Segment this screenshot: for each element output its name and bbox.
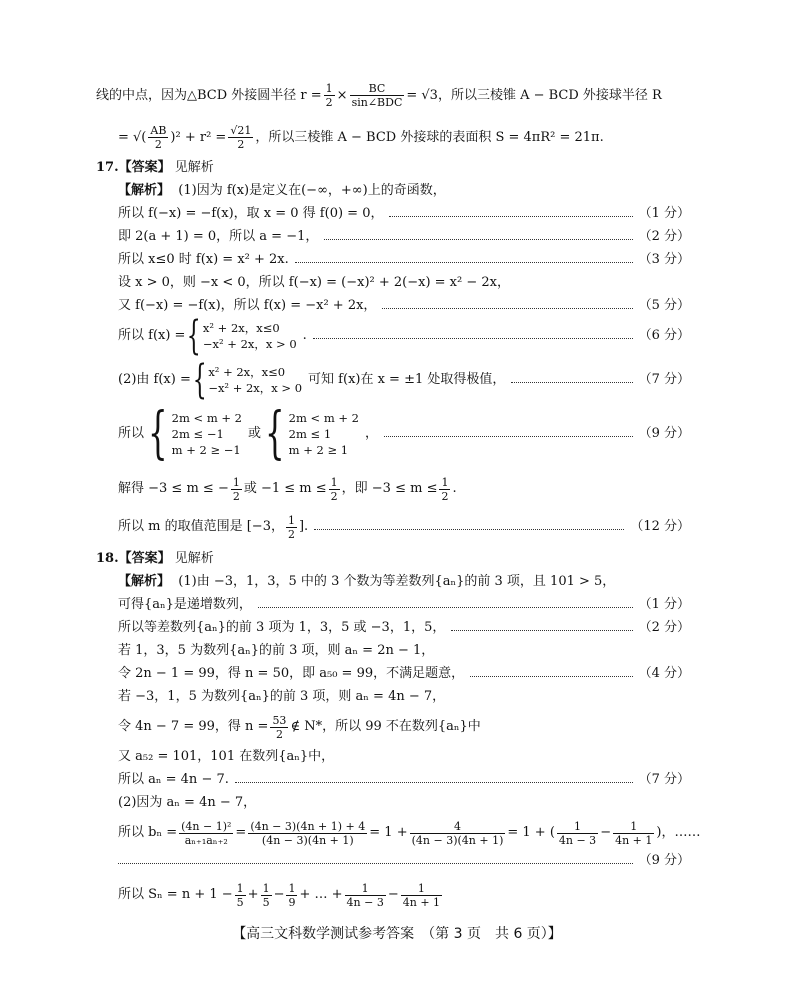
q18-line-4: 若 1，3，5 为数列{aₙ}的前 3 项，则 aₙ = 2n − 1， (118, 643, 435, 658)
q17-line-11: 所以 m 的取值范围是 [−3， $\frac{1}{2}$ ]. （12 分） (118, 513, 690, 541)
score: （2 分） (638, 229, 690, 244)
q17-line-6: 又 f(−x) = −f(x)，所以 f(x) = −x² + 2x， （5 分） (118, 298, 690, 313)
fraction: $\frac{1}{5}$ (262, 881, 270, 909)
fraction: $\frac{1}{4n - 3}$ (558, 819, 597, 847)
score: （6 分） (638, 328, 690, 343)
score: （7 分） (638, 372, 690, 387)
fraction: $\frac{1}{2}$ (441, 475, 449, 503)
score: （7 分） (638, 772, 690, 787)
fraction: $\frac{BC}{\text{sin∠BDC}}$ (351, 82, 403, 109)
score: （9 分） (638, 426, 690, 441)
page-footer: 【高三文科数学测试参考答案 （第 3 页 共 6 页）】 (232, 926, 562, 942)
q18-line-12 (118, 852, 690, 870)
fraction: $\frac{1}{2}$ (232, 475, 240, 503)
score: （1 分） (638, 206, 690, 221)
q17-line-10: 解得 −3 ≤ m ≤ − $\frac{1}{2}$ 或 −1 ≤ m ≤ $\frac{1}{2}$ ，即 −3 ≤ m ≤ $\frac{1}{2}$ . (118, 475, 457, 503)
q18-header: 18.【答案】 见解析 (96, 551, 214, 566)
fraction: $\frac{1}{2}$ (325, 82, 333, 109)
score: （1 分） (638, 597, 690, 612)
score: （12 分） (630, 519, 690, 534)
q17-line-2: 所以 f(−x) = −f(x)，取 x = 0 得 f(0) = 0， （1 分） (118, 206, 690, 221)
fraction: $\frac{\text{(4n − 1)²}}{\text{aₙ₊₁aₙ₊₂}}$ (181, 819, 232, 847)
left-brace: { (265, 401, 285, 466)
left-brace: { (187, 313, 202, 359)
q17-line-8: (2)由 f(x) = { x² + 2x，x≤0 −x² + 2x，x > 0 可知 f(x)在 x = ±1 处取得极值， （7 分） (118, 357, 690, 403)
fraction: $\frac{1}{2}$ (330, 475, 338, 503)
q18-line-10: (2)因为 aₙ = 4n − 7， (118, 795, 257, 810)
fraction: $\frac{(4n - 3)(4n + 1) + 4}{(4n - 3)(4n + 1)}$ (250, 819, 366, 847)
fraction: $\frac{53}{2}$ (272, 713, 287, 741)
q18-line-1: 【解析】 (1)由 −3，1，3，5 中的 3 个数为等差数列{aₙ}的前 3 项，且 101 > 5， (118, 574, 616, 589)
inequality-system: 2m < m + 2 2m ≤ 1 m + 2 ≥ 1 (288, 411, 359, 457)
q17-line-1: 【解析】 (1)因为 f(x)是定义在(−∞，+∞)上的奇函数， (118, 183, 446, 198)
score: （5 分） (638, 298, 690, 313)
q17-header: 17.【答案】 见解析 (96, 160, 214, 175)
q17-line-5: 设 x > 0，则 −x < 0，所以 f(−x) = (−x)² + 2(−x) = x² − 2x， (118, 275, 510, 290)
q18-line-9: 所以 aₙ = 4n − 7. （7 分） (118, 772, 690, 787)
q18-line-2: 可得{aₙ}是递增数列， （1 分） (118, 597, 690, 612)
fraction: $\frac{1}{2}$ (287, 513, 295, 541)
q18-line-13: 所以 Sₙ = n + 1 − $\frac{1}{5}$ + $\frac{1}{5}$ − $\frac{1}{9}$ + … + $\frac{1}{4n - 3}$ − $\frac{1}{4n + 1}$ (118, 881, 441, 909)
fraction: $\frac{1}{5}$ (236, 881, 244, 909)
q18-line-8: 又 a₅₂ = 101，101 在数列{aₙ}中， (118, 749, 335, 764)
cont-line-2: = √( $\frac{AB}{2}$ )² + r² = $\frac{√21}{2}$ ，所以三棱锥 A − BCD 外接球的表面积 S = 4πR² = 21π. (118, 124, 604, 151)
piecewise-system: x² + 2x，x≤0 −x² + 2x，x > 0 (208, 365, 303, 395)
q18-line-3: 所以等差数列{aₙ}的前 3 项为 1，3，5 或 −3，1，5， （2 分） (118, 620, 690, 635)
q17-line-4: 所以 x≤0 时 f(x) = x² + 2x. （3 分） (118, 252, 690, 267)
left-brace: { (148, 401, 168, 466)
q18-line-6: 若 −3，1，5 为数列{aₙ}的前 3 项，则 aₙ = 4n − 7， (118, 689, 446, 704)
fraction: $\frac{1}{4n - 3}$ (346, 881, 384, 909)
fraction: $\frac{√21}{2}$ (230, 124, 252, 151)
q18-line-5: 令 2n − 1 = 99，得 n = 50，即 a₅₀ = 99，不满足题意， （4 分） (118, 666, 690, 681)
q18-line-11: 所以 bₙ = $\frac{\text{(4n − 1)²}}{\text{aₙ₊₁aₙ₊₂}}$ = $\frac{(4n - 3)(4n + 1) + 4}{(4n - 3)(4n + 1)}$ = 1 + $\frac{4}{(4n - 3)(4n + 1)}$ = 1 + ( $\frac{1}{4n - 3}$ − $\frac{1}{4n + 1}$ )，…… (118, 819, 701, 847)
q17-line-7: 所以 f(x) = { x² + 2x，x≤0 −x² + 2x，x > 0 . （6 分） (118, 313, 690, 359)
q18-line-7: 令 4n − 7 = 99，得 n = $\frac{53}{2}$ ∉ N*，所以 99 不在数列{aₙ}中 (118, 713, 481, 741)
fraction: $\frac{4}{(4n - 3)(4n + 1)}$ (411, 819, 504, 847)
q17-line-9: 所以 { 2m < m + 2 2m ≤ −1 m + 2 ≥ −1 或 { 2m < m + 2 2m ≤ 1 m + 2 ≥ 1 ， （9 分） (118, 401, 690, 466)
score: （9 分） (638, 853, 690, 868)
fraction: $\frac{1}{4n + 1}$ (402, 881, 441, 909)
q17-line-3: 即 2(a + 1) = 0，所以 a = −1， （2 分） (118, 229, 690, 244)
score: （2 分） (638, 620, 690, 635)
fraction: $\frac{1}{9}$ (288, 881, 296, 909)
fraction: $\frac{AB}{2}$ (150, 124, 167, 151)
score: （3 分） (638, 252, 690, 267)
score: （4 分） (638, 666, 690, 681)
fraction: $\frac{1}{4n + 1}$ (615, 819, 653, 847)
left-brace: { (192, 357, 207, 403)
piecewise-system: x² + 2x，x≤0 −x² + 2x，x > 0 (202, 321, 297, 351)
inequality-system: 2m < m + 2 2m ≤ −1 m + 2 ≥ −1 (171, 411, 242, 457)
cont-line-1: 线的中点，因为△BCD 外接圆半径 r = $\frac{1}{2}$ × $\frac{BC}{\text{sin∠BDC}}$ = √3，所以三棱锥 A − BCD 外接球半径 R (96, 82, 662, 109)
